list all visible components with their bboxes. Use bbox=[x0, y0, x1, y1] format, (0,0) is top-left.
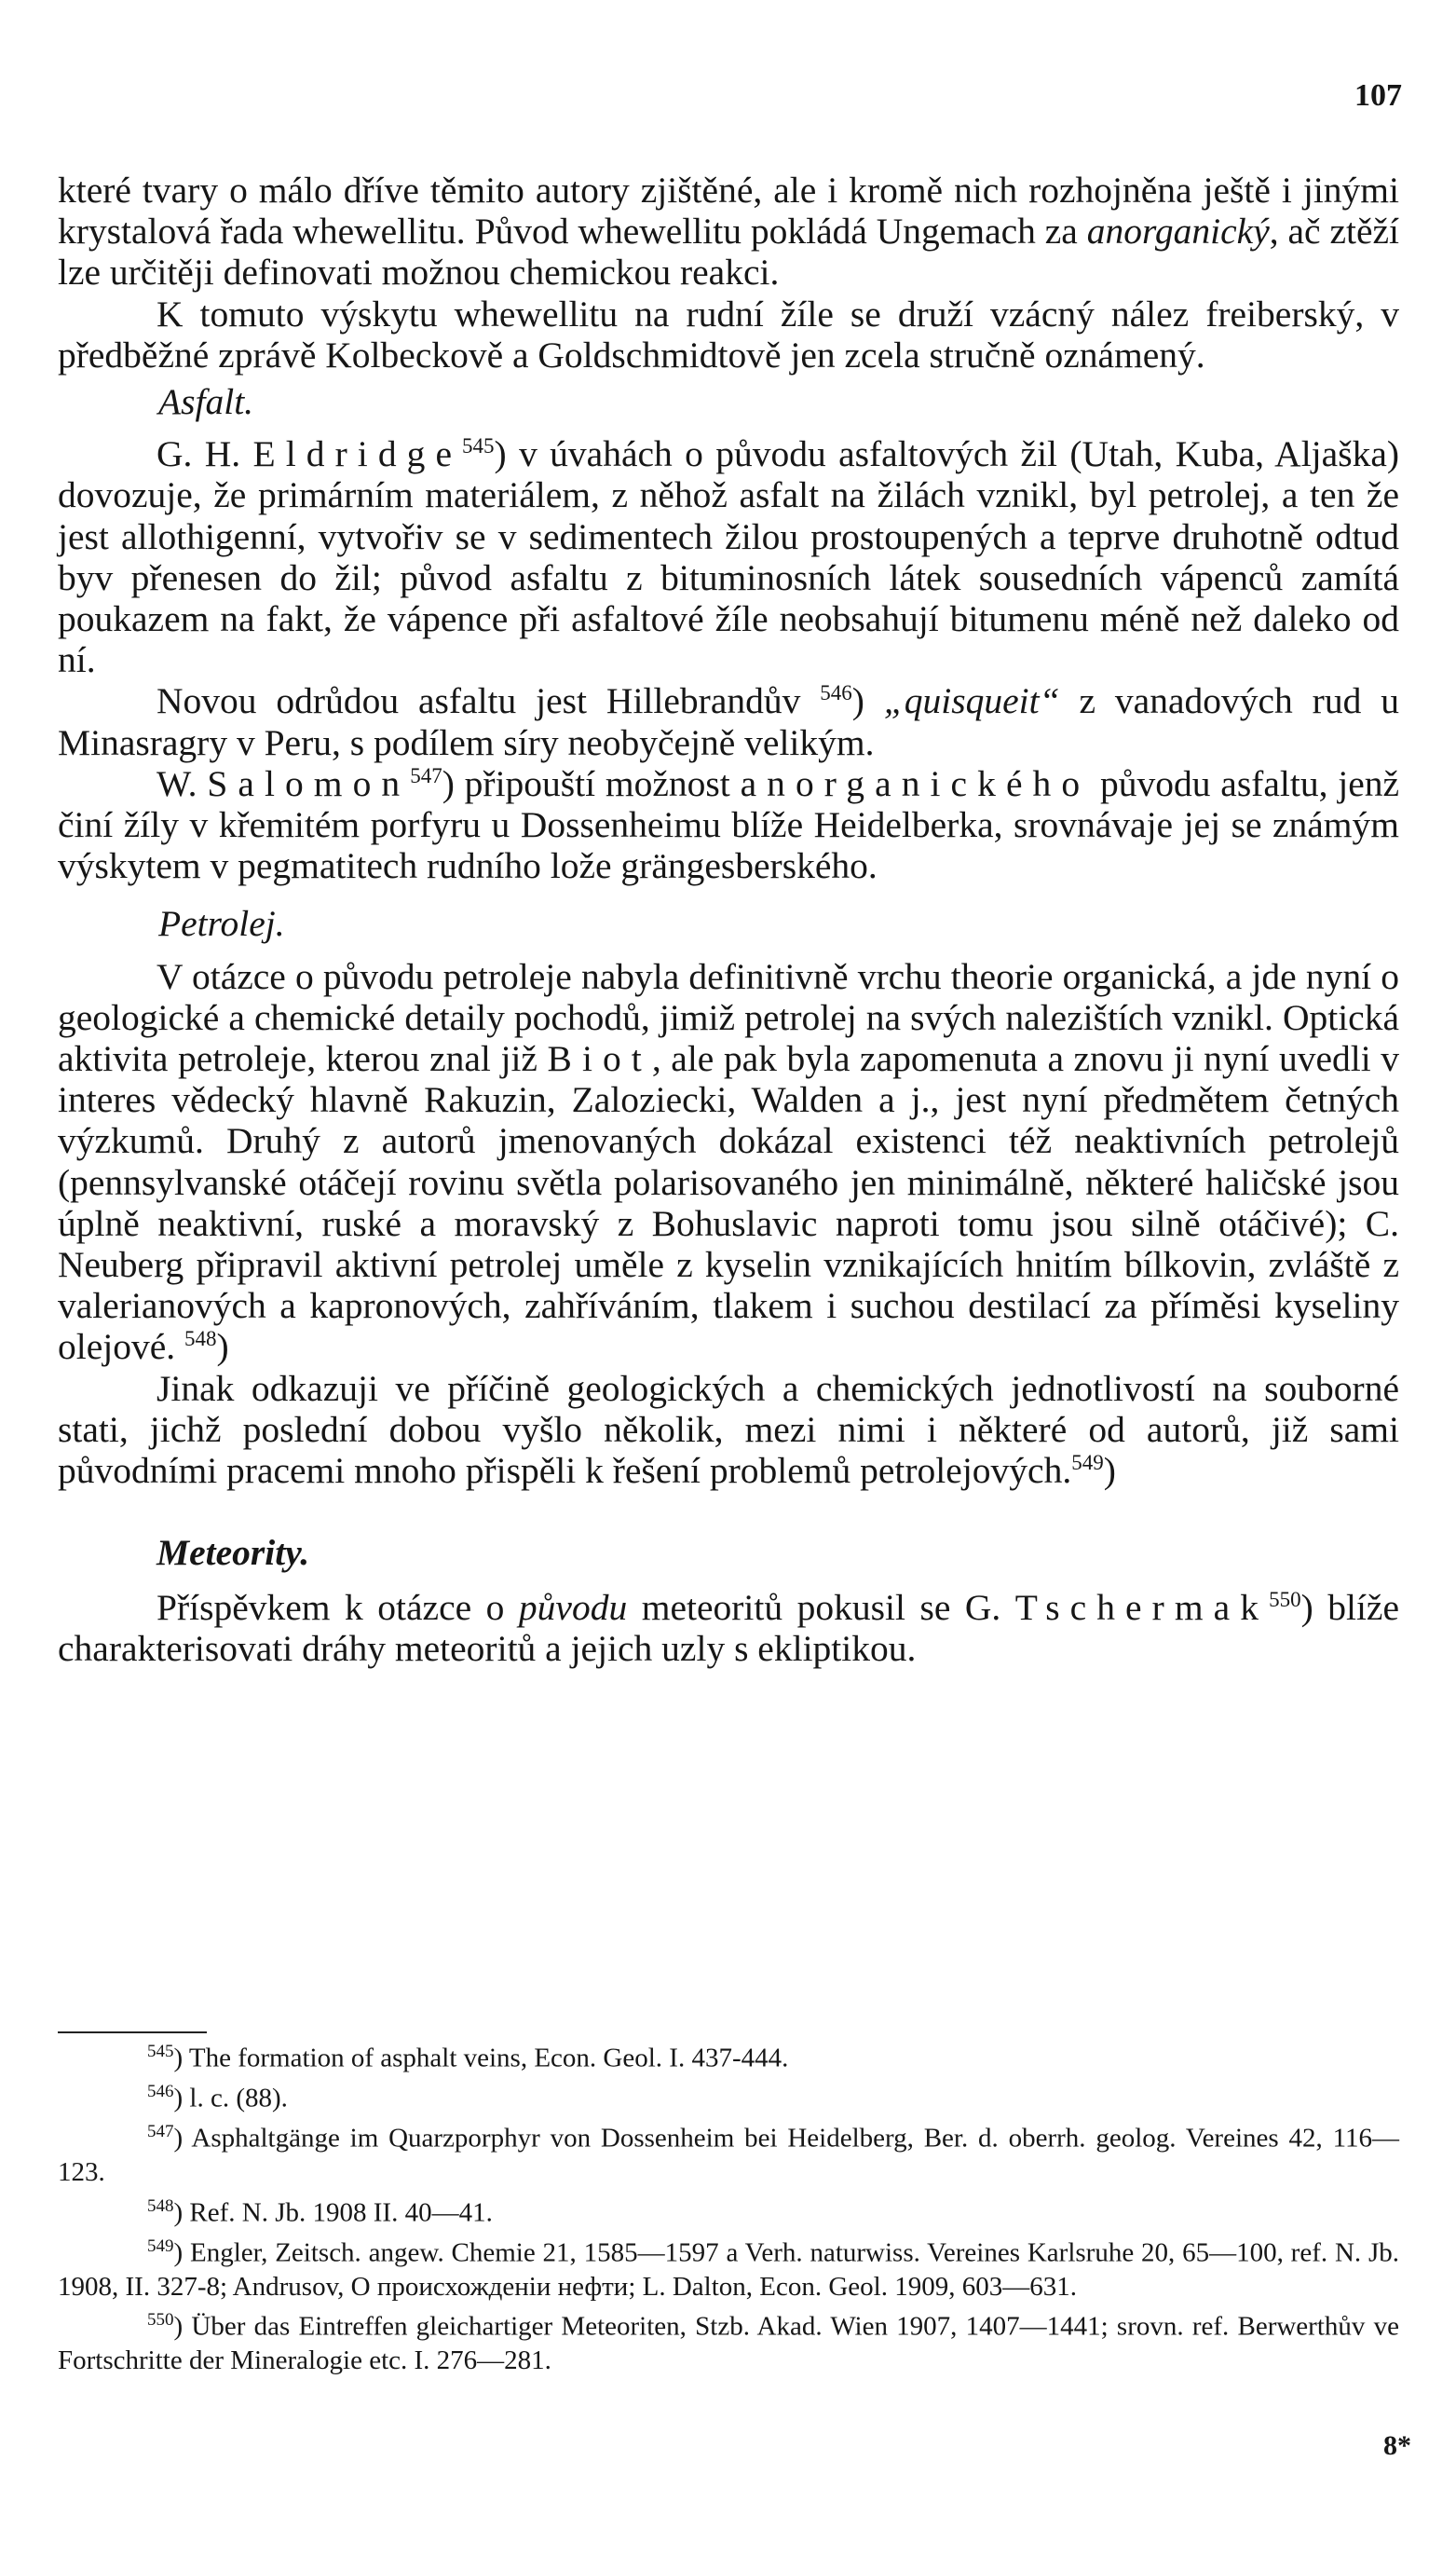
signature-mark: 8* bbox=[1383, 2430, 1411, 2461]
paragraph-1: které tvary o málo dříve těmito autory zjištěné, ale i kromě nich rozhojněna ještě i jinými krystalová řada whewellitu. Původ whewellitu pokládá Ungemach za anorganický, ač ztěží lze určitěji definovati možnou chemickou reakci. bbox=[58, 170, 1400, 294]
paragraph-petrolej: V otázce o původu petroleje nabyla definitivně vrchu theorie organická, a jde nyní o geologické a chemické detaily pochodů, jimiž petrolej na svých nalezištích vznikl. Optická aktivita petroleje, kterou znal již Biot, ale pak byla zapomenuta a znovu ji nyní uvedli v interes vědecký hlavně Rakuzin, Zaloziecki, Walden a j., jest nyní předmětem četných výzkumů. Druhý z autorů jmenovaných dokázal existenci též neaktivních petrolejů (pennsylvanské otáčejí rovinu světla polarisovaného jen minimálně, některé haličské jsou úplně neaktivní, ruské a moravský z Bohuslavic naproti tomu jsou silně otáčivé); C. Neuberg připravil aktivní petrolej uměle z kyselin vznikajících hnitím bílkovin, zvláště z valerianových a kapronových, zahříváním, tlakem i suchou destilací za příměsi kyseliny olejové. $^{548}$) bbox=[58, 955, 1400, 1368]
footnote-ref-547[interactable]: 547 bbox=[410, 763, 442, 787]
footnote-ref-549[interactable]: 549 bbox=[1071, 1451, 1104, 1475]
footnote-545: $^{545}$) The formation of asphalt veins, Econ. Geol. I. 437-444. bbox=[147, 2042, 789, 2073]
footnotes bbox=[58, 2031, 1399, 2378]
section-heading-meteority: Meteority. bbox=[156, 1532, 310, 1574]
paragraph-eldridge: G. H. Eldridge$^{545}$) v úvahách o původu asfaltových žil (Utah, Kuba, Aljaška) dovozuje, že primárním materiálem, z něhož asfalt na žilách vznikl, byl petrolej, a ten že jest allothigenní, vytvořiv se v sedimentech žilou prostoupených a teprve druhotně odtud byv přenesen do žil; původ asfaltu z bituminosních látek sousedních vápenců zamítá poukazem na fakt, že vápence při asfaltové žíle neobsahují bitumenu méně než daleko od ní. bbox=[58, 433, 1399, 681]
paragraph-2: K tomuto výskytu whewellitu na rudní žíle se druží vzácný nález freiberský, v předběžné zprávě Kolbeckově a Goldschmidtově jen zcela stručně oznámený. bbox=[58, 293, 1399, 376]
page-number: 107 bbox=[1354, 78, 1402, 113]
footnote-ref-546[interactable]: 546 bbox=[820, 681, 852, 705]
section-heading-asfalt: Asfalt. bbox=[158, 381, 254, 423]
footnote-548: $^{548}$) Ref. N. Jb. 1908 II. 40—41. bbox=[147, 2195, 493, 2228]
footnote-ref-548[interactable]: 548 bbox=[184, 1327, 217, 1351]
footnote-549: $^{549}$) Engler, Zeitsch. angew. Chemie 21, 1585—1597 a Verh. naturwiss. Vereines Karlsruhe 20, 65—100, ref. N. Jb. 1908, II. 327-8; Andrusov, О происхожденіи нефти; L. Dalton, Econ. Geol. 1909, 603—631. bbox=[58, 2236, 1399, 2302]
footnote-ref-550[interactable]: 550 bbox=[1269, 1587, 1301, 1611]
footnote-546: $^{546}$) l. c. (88). bbox=[147, 2082, 288, 2113]
paragraph-souborne-stati: Jinak odkazuji ve příčině geologických a chemických jednotlivostí na souborné stati, jichž poslední dobou vyšlo několik, mezi nimi i některé od autorů, již sami původními pracemi mnoho přispěli k řešení problemů petrolejových.$^{549}$) bbox=[58, 1367, 1399, 1492]
paragraph-salomon: W. Salomon$^{547}$) připouští možnost anorganického původu asfaltu, jenž činí žíly v křemitém porfyru u Dossenheimu blíže Heidelberka, srovnávaje jej se známým výskytem v pegmatitech rudního lože grängesberského. bbox=[58, 762, 1400, 887]
section-heading-petrolej: Petrolej. bbox=[158, 903, 285, 945]
footnote-divider bbox=[58, 2031, 207, 2033]
footnote-ref-545[interactable]: 545 bbox=[462, 434, 495, 458]
paragraph-meteority: Příspěvkem k otázce o původu meteoritů pokusil se G. Tschermak$^{550}$) blíže charakterisovati dráhy meteoritů a jejich uzly s ekliptikou. bbox=[58, 1586, 1399, 1669]
footnote-550: $^{550}$) Über das Eintreffen gleichartiger Meteoriten, Stzb. Akad. Wien 1907, 1407—1441; srovn. ref. Berwerthův ve Fortschritte der Mineralogie etc. I. 276—281. bbox=[58, 2310, 1399, 2376]
paragraph-quisqueit: Novou odrůdou asfaltu jest Hillebrandův $^{546}$) „quisqueit“ z vanadových rud u Minasragry v Peru, s podílem síry neobyčejně velikým. bbox=[58, 680, 1399, 763]
main-text bbox=[58, 170, 1399, 1669]
footnote-547: $^{547}$) Asphaltgänge im Quarzporphyr von Dossenheim bei Heidelberg, Ber. d. oberrh. geolog. Vereines 42, 116—123. bbox=[58, 2122, 1399, 2188]
